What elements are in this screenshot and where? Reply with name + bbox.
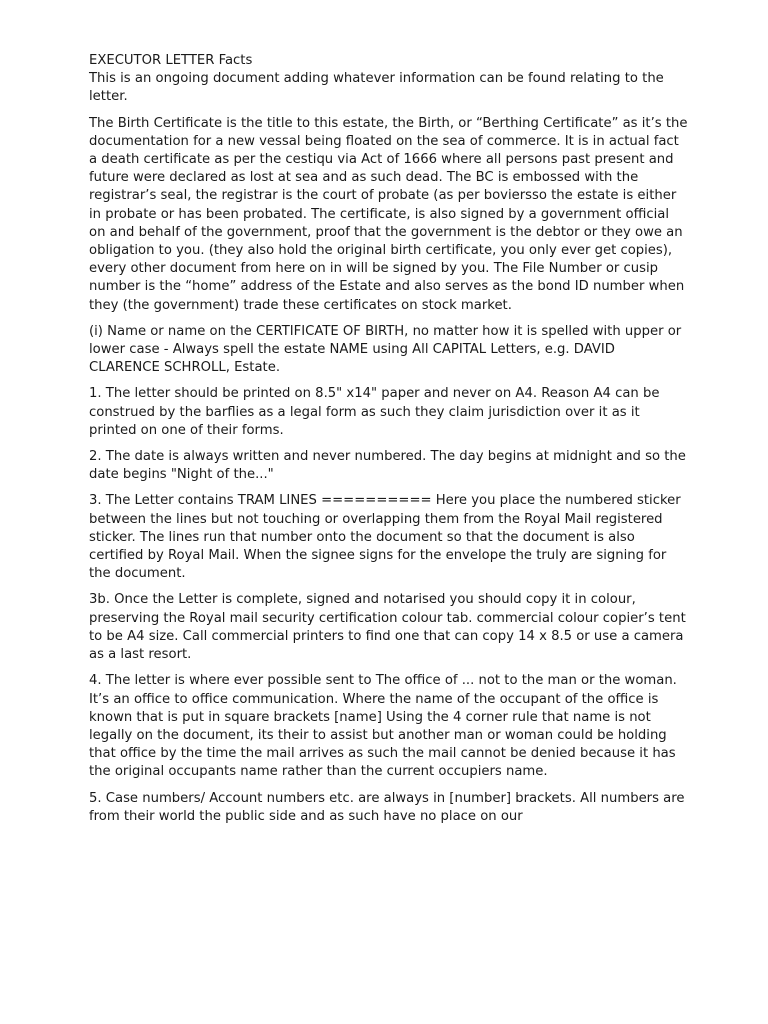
paragraph-item-3b-copy: 3b. Once the Letter is complete, signed and notarised you should copy it in colour, preserving the Royal mail security certification colour tab. commercial colour copier’s tent to be A4 size. Call commercial printers to find one that can copy 14 x 8.5 or use a camera as a last resort.	[89, 592, 686, 663]
paragraph-name-on-certificate: (i) Name or name on the CERTIFICATE OF BIRTH, no matter how it is spelled with upper or lower case - Always spell the estate NAME using All CAPITAL Letters, e.g. DAVID CLARENCE SCHROLL, Estate.	[89, 323, 682, 376]
document-title: EXECUTOR LETTER Facts	[89, 53, 253, 68]
paragraph-item-4-office: 4. The letter is where ever possible sent to The office of ... not to the man or the woman. It’s an office to office communication. Where the name of the occupant of the office is known that is put in square brackets [name] Using the 4 corner rule that name is not legally on the document, its their to assist but another man or woman could be holding that office by the time the mail arrives as such the mail cannot be denied because it has the original occupants name rather than the current occupiers name.	[89, 673, 677, 780]
paragraph-item-2-date: 2. The date is always written and never numbered. The day begins at midnight and so the date begins "Night of the..."	[89, 449, 686, 483]
paragraph-item-3-tram-lines: 3. The Letter contains TRAM LINES ========== Here you place the numbered sticker between the lines but not touching or overlapping them from the Royal Mail registered sticker. The lines run that number onto the document so that the document is also certified by Royal Mail. When the signee signs for the envelope the truly are signing for the document.	[89, 493, 681, 582]
paragraph-item-5-numbers: 5. Case numbers/ Account numbers etc. are always in [number] brackets. All numbers are from their world the public side and as such have no place on our	[89, 790, 685, 824]
paragraph-birth-certificate: The Birth Certificate is the title to this estate, the Birth, or “Berthing Certificate” as it’s the documentation for a new vessal being floated on the sea of commerce. It is in actual fact a death certificate as per the cestiqu via Act of 1666 where all persons past present and future were declared as lost at sea and as such dead. The BC is embossed with the registrar’s seal, the registrar is the court of probate (as per boviersso the estate is either in probate or has been probated. The certificate, is also signed by a government official on and behalf of the government, proof that the government is the debtor or they owe an obligation to you. (they also hold the original birth certificate, you only ever get copies), every other document from here on in will be signed by you. The File Number or cusip number is the “home” address of the Estate and also serves as the bond ID number when they (the government) trade these certificates on stock market.	[89, 115, 688, 313]
paragraph-item-1-paper-size: 1. The letter should be printed on 8.5" x14" paper and never on A4. Reason A4 can be construed by the barflies as a legal form as such they claim jurisdiction over it as it printed on one of their forms.	[89, 386, 660, 438]
document-header	[89, 52, 689, 107]
document-body	[89, 52, 689, 834]
document-intro: This is an ongoing document adding whatever information can be found relating to the letter.	[89, 71, 664, 105]
